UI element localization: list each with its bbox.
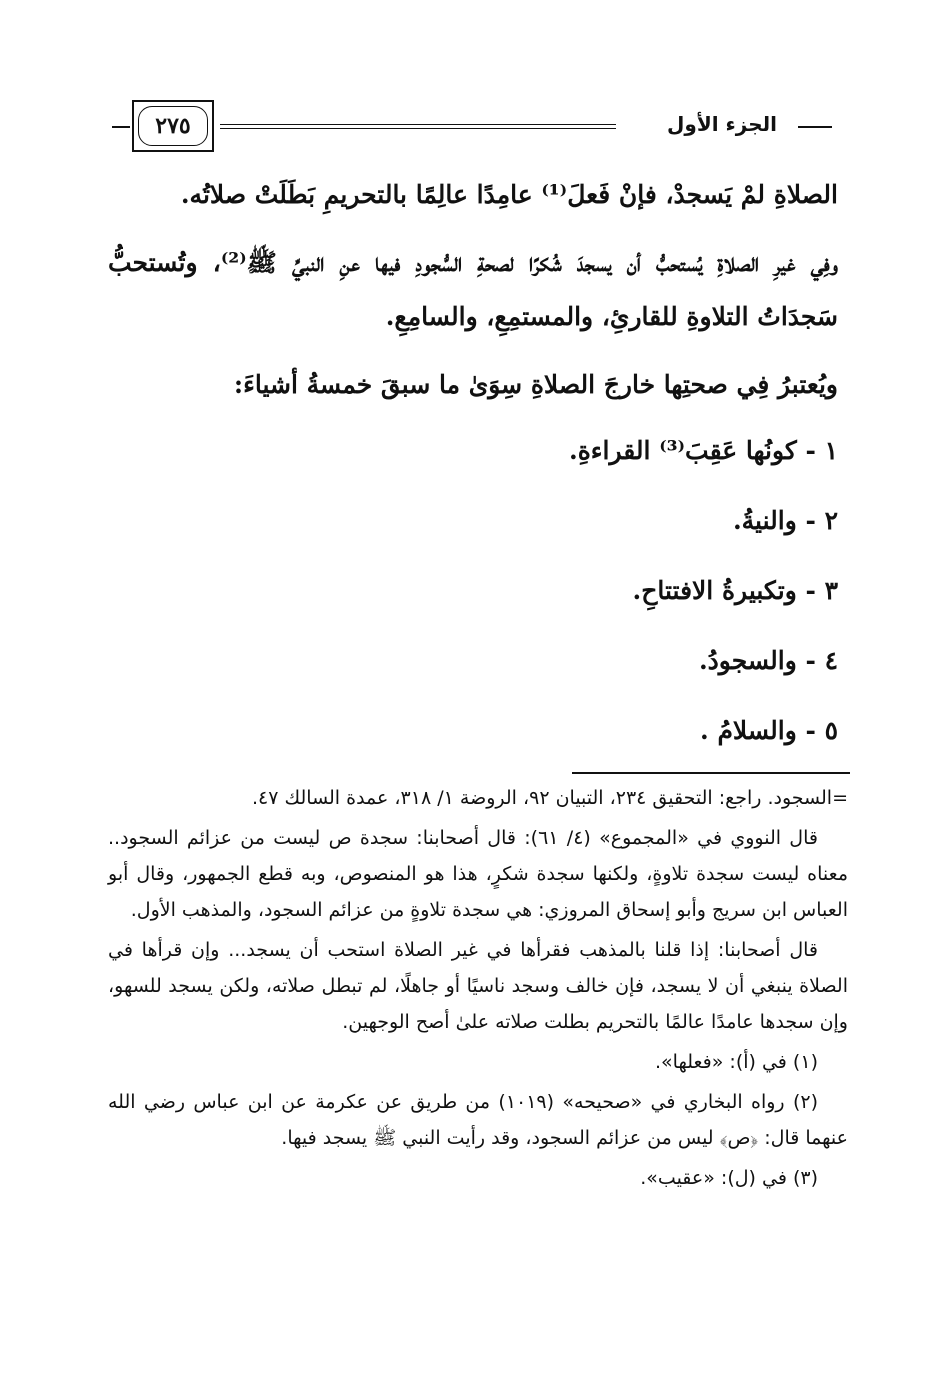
header-rule-middle bbox=[220, 124, 616, 125]
footnote-3: (٣) في (ل): «عقيب». bbox=[640, 1167, 818, 1189]
footnotes bbox=[108, 780, 848, 1200]
header-rule-left bbox=[112, 126, 130, 128]
footnote-1: (١) في (أ): «فعلها». bbox=[655, 1051, 818, 1073]
text-line: الصلاةِ لمْ يَسجدْ، فإنْ فَعلَ⁽¹⁾ عامِدًا عالِمًا بالتحريمِ بَطَلَتْ صلاتُه. bbox=[180, 180, 838, 209]
list-item: ٥ - والسلامُ . bbox=[700, 716, 838, 745]
footnote-paragraph: قال أصحابنا: إذا قلنا بالمذهب فقرأها في غير الصلاة استحب أن يسجد... وإن قرأها في الصلاة ينبغي أن لا يسجد، فإن خالف وسجد ناسيًا أو جاهلًا، لم تبطل صلاته، ولكن يسجد للسهو، وإن سجدها عامدًا عالمًا بالتحريم بطلت صلاته علىٰ أصح الوجهين. bbox=[108, 939, 848, 1033]
footnote-separator bbox=[572, 772, 850, 774]
footnote-paragraph: قال النووي في «المجموع» (٤/ ٦١): قال أصحابنا: سجدة ص ليست من عزائم السجود.. معناه ليست سجدة تلاوةٍ، ولكنها سجدة شكرٍ، هذا هو المنصوص، وبه قطع الجمهور، وقال أبو العباس ابن سريج وأبو إسحاق المروزي: هي سجدة تلاوةٍ من عزائم السجود، والمذهب الأول. bbox=[108, 827, 848, 921]
header-rule-right bbox=[798, 126, 832, 128]
footnote-continuation: =السجود. راجع: التحقيق ٢٣٤، التبيان ٩٢، الروضة ١/ ٣١٨، عمدة السالك ٤٧. bbox=[251, 787, 848, 809]
page-number: ٢٧٥ bbox=[138, 106, 208, 146]
list-item: ٢ - والنيةُ. bbox=[732, 506, 838, 535]
running-title: الجزء الأول bbox=[667, 112, 777, 136]
paragraph: ويُعتبرُ فِي صحتِها خارجَ الصلاةِ سِوَىٰ ما سبقَ خمسةُ أشياءَ: bbox=[233, 370, 838, 399]
page-number-frame bbox=[132, 100, 214, 152]
list-item: ٣ - وتكبيرةُ الافتتاحِ. bbox=[632, 576, 838, 605]
page-header bbox=[112, 100, 832, 160]
paragraph: وفِي غيرِ الصلاةِ يُستحبُّ أن يسجدَ شُكرًا لصحةِ السُّجودِ فيها عنِ النبيِّ ﷺ⁽²⁾، وتُستحبُّ سَجدَاتُ التلاوةِ للقارئِ، والمستمِعِ، والسامِعِ. bbox=[108, 248, 838, 331]
main-text bbox=[108, 168, 838, 776]
footnote-2: (٢) رواه البخاري في «صحيحه» (١٠١٩) من طريق عن عكرمة عن ابن عباس رضي الله عنهما قال: ﴿ص﴾ ليس من عزائم السجود، وقد رأيت النبي ﷺ يسجد فيها. bbox=[108, 1091, 848, 1149]
list-item: ١ - كونُها عَقِبَ⁽³⁾ القراءةِ. bbox=[568, 436, 838, 465]
list-item: ٤ - والسجودُ. bbox=[698, 646, 838, 675]
